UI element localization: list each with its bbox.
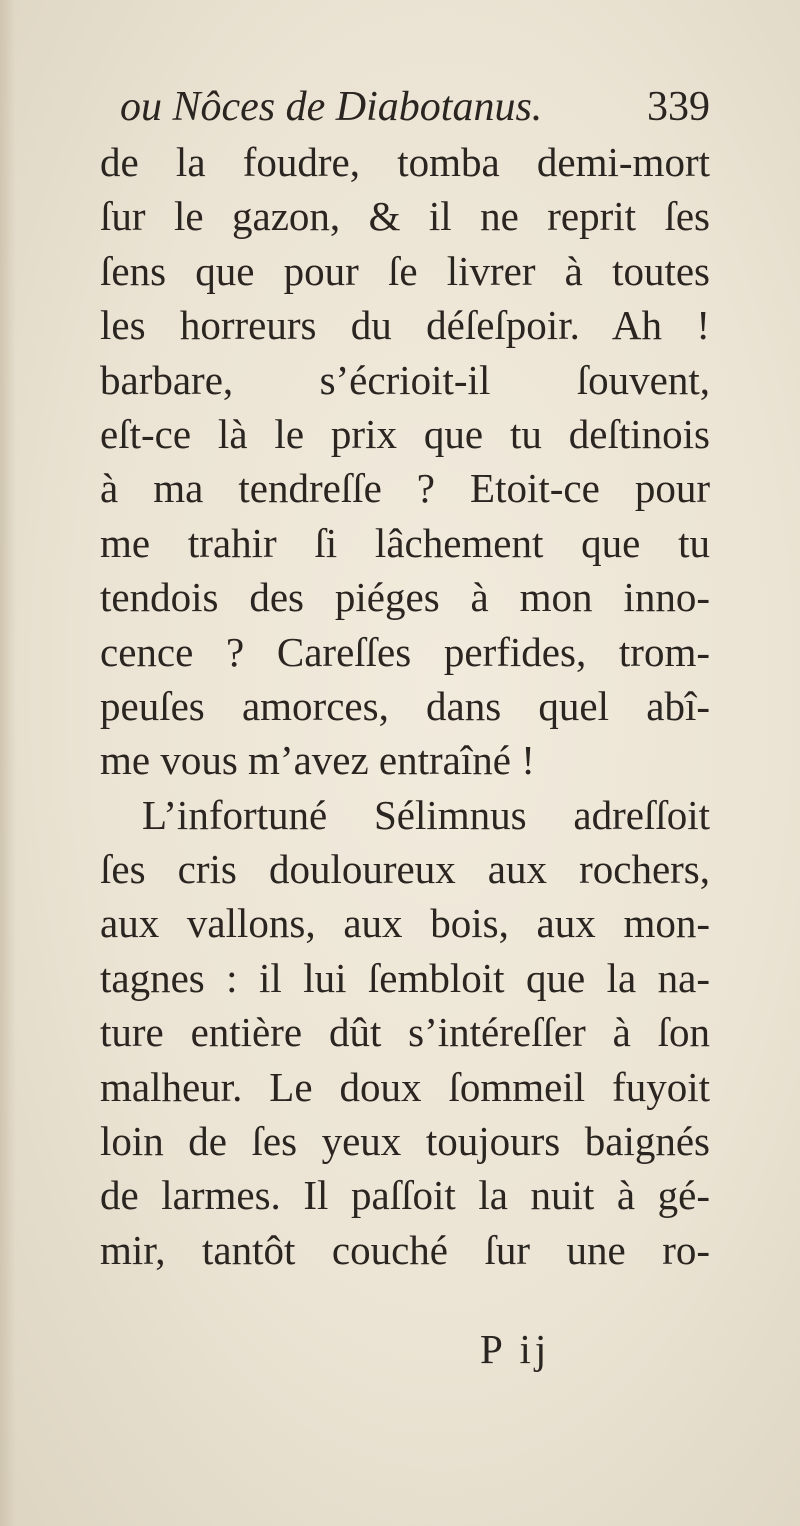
page-number: 339 (647, 84, 710, 130)
text-line: à ma tendreſſe ? Etoit-ce pour (100, 465, 710, 512)
page-gutter-shadow (0, 0, 16, 1526)
running-title: ou Nôces de Diabotanus. (120, 84, 543, 130)
paragraph-start-line: L’infortuné Sélimnus adreſſoit (142, 791, 710, 838)
text-line: barbare, s’écrioit-il ſouvent, (100, 356, 710, 403)
text-line: tendois des piéges à mon inno- (100, 574, 710, 621)
text-line: eſt-ce là le prix que tu deſtinois (100, 410, 710, 457)
text-line: aux vallons, aux bois, aux mon- (100, 900, 710, 947)
body-text (100, 135, 710, 1277)
running-head (120, 72, 710, 142)
text-line: de larmes. Il paſſoit la nuit à gé- (100, 1172, 710, 1219)
text-line: loin de ſes yeux toujours baignés (100, 1118, 710, 1165)
text-line: ſur le gazon, & il ne reprit ſes (100, 193, 710, 240)
text-line: malheur. Le doux ſommeil fuyoit (100, 1063, 710, 1110)
text-line: de la foudre, tomba demi-mort (100, 139, 710, 185)
text-line: tagnes : il lui ſembloit que la na- (100, 954, 710, 1001)
text-line: ture entière dût s’intéreſſer à ſon (100, 1009, 710, 1056)
text-line: les horreurs du déſeſpoir. Ah ! (100, 302, 710, 349)
signature-mark: P ij (480, 1326, 551, 1372)
text-line: ſens que pour ſe livrer à toutes (100, 247, 710, 294)
text-line: mir, tantôt couché ſur une ro- (100, 1226, 710, 1273)
text-line: ſes cris douloureux aux rochers, (100, 846, 710, 893)
text-line: peuſes amorces, dans quel abî- (100, 682, 710, 729)
text-line: me trahir ſi lâchement que tu (100, 519, 710, 566)
text-line: cence ? Careſſes perfides, trom- (100, 628, 710, 675)
paragraph-end-line: me vous m’avez entraîné ! (100, 737, 535, 784)
